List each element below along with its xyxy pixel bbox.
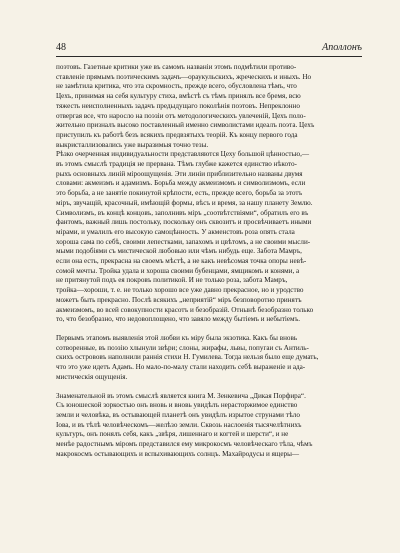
text-line: мірами, и умалилъ его высокую самоцѣнность. У акменстовъ роза опять стала (56, 227, 295, 236)
paragraph-1 (56, 63, 362, 150)
text-line: сомой мечты. Тройка удала и хороша своими бубенцами, ямщикомъ и конями, а (56, 266, 300, 275)
text-line: Рѣзко очерченная индивидуальности представляются Цеху большой цѣнностью,— (56, 150, 310, 159)
running-head: Аполлонъ (322, 42, 362, 53)
text-line: Цехъ, принимая на себя культуру стиха, вмѣстѣ съ тѣмъ принялъ все бремя, всю (56, 92, 301, 101)
text-line: что это уже идетъ Адамъ. Но мало-по-малу стали находить себѣ выраженіе и ада- (56, 363, 306, 372)
text-line: если она есть, прекрасна на своемъ мѣстѣ, а не какъ невѣсомая точка опоры невѣ- (56, 257, 307, 266)
text-line: рыхъ основныхъ линій міроощущенія. Эти линіи приблизительно названы двумя (56, 169, 303, 178)
text-line: можетъ быть прекрасно. Послѣ всякихъ „неприятій“ міръ безповоротно принятъ (56, 295, 302, 304)
text-line: макрокосмъ остывающихъ и вспыхивающихъ солнцъ. Махайродусы и ящеры— (56, 449, 300, 458)
text-line: не замѣтила критика, что эта скромность, прежде всего, обусловлена тѣмъ, что (56, 82, 297, 91)
text-line: то, что безобразно, что недовоплощено, что завяло между бытіемъ и небытіемъ. (56, 315, 301, 324)
text-line: скихъ острововъ наполнили раннія стихи Н. Гумилева. Тогда нельзя было еще думать, (56, 353, 319, 362)
page-header (56, 42, 362, 57)
text-line: Первымъ этапомъ выявленія этой любви къ міру была экзотика. Какъ бы вновь (56, 333, 298, 342)
text-line: это борьба, а не занятіе покинутой крѣпости, есть, прежде всего, борьба за этотъ (56, 189, 303, 198)
text-line: хороша сама по себѣ, своими лепестками, запахомъ и цвѣтомъ, а не своими мысли- (56, 237, 311, 246)
text-line: менѣе радостнымъ міромъ представился ему микрокосмъ человѣческаго тѣла, чѣмъ (56, 440, 313, 449)
text-line: мыми подобіями съ мистической любовью или чѣмъ нибудь еще. Забота Мамръ, (56, 247, 302, 256)
text-line: не притянутой подъ ея покровъ политикой. И не только роза, забота Мамръ, (56, 276, 288, 285)
text-line: словами: акмеизмъ и адамизмъ. Борьба между акмеизмомъ и символизмомъ, если (56, 179, 306, 188)
text-line: Символизмъ, въ концѣ концовъ, заполнивъ міръ „соотвѣтствіями“, обратилъ его въ (56, 208, 309, 217)
text-line: поэтовъ. Газетные критики уже въ самомъ названіи этомъ подмѣтили противо- (56, 63, 297, 71)
text-line: жительно призналъ высоко поставленный именно символистами идеалъ поэта. Цехъ (56, 121, 315, 130)
paragraph-2 (56, 150, 362, 325)
text-line: фантомъ, важный лишь постольку, поскольку онъ сквозитъ и просвѣчиваетъ иными (56, 218, 312, 227)
body-text (56, 63, 362, 543)
text-line: культуръ, онъ понялъ себя, какъ „звѣря, лишеннаго и когтей и шерсти“, и не (56, 430, 289, 439)
text-line: ставленіе прямымъ поэтическимъ задачъ—ораукульскихъ, жреческихъ и иныхъ. Но (56, 72, 312, 81)
text-line: Знаменательной въ этомъ смыслѣ является книга М. Зенкевича „Дикая Порфира“. (56, 391, 306, 400)
text-line: міръ, звучащій, красочный, имѣющій формы, вѣсъ и время, за нашу планету Землю. (56, 198, 313, 207)
text-line: отвергая все, что наросло на поэзіи отъ методологическихъ увлеченій, Цехъ поло- (56, 111, 306, 120)
text-line: Іова, и въ тѣлѣ человѣческомъ—желѣзо земли. Сквозь наслоенія тысячелѣтнихъ (56, 420, 302, 429)
text-line: земли и человѣка, въ остывающей планетѣ онъ увидѣлъ изрытое струнами тѣло (56, 410, 300, 419)
page-number: 48 (56, 42, 66, 53)
text-line: тройка—хороши, т. е. не только хорошо все уже давно прекрасное, но и уродство (56, 286, 304, 295)
text-line: акмеизмомъ, во всей совокупности красотъ и безобразій. Отнынѣ безобразно только (56, 305, 314, 314)
text-line: тяжесть неисполненныхъ задачъ предыдущаго поколѣнія поэтовъ. Непреклонно (56, 101, 300, 110)
text-line: мистическія ощущенія. (56, 372, 128, 381)
text-line: выкристаллизовались уже выразимыя точно тезы. (56, 140, 209, 149)
text-line: Съ юношеской зоркостью онъ вновь и вновь увидѣлъ нерасторжимое единство (56, 401, 298, 410)
paragraph-4 (56, 392, 362, 460)
paragraph-3 (56, 334, 362, 383)
text-line: въ этомъ смыслѣ традиція не прервана. Тѣмъ глубже кажется единство нѣкото- (56, 160, 297, 169)
text-line: приступилъ къ работѣ безъ всякихъ предвзятыхъ теорій. Къ концу первого года (56, 130, 298, 139)
text-line: сотворенные, въ поэзію хлынули звѣри; слоны, жирафы, львы, попугаи съ Антиль- (56, 343, 309, 352)
